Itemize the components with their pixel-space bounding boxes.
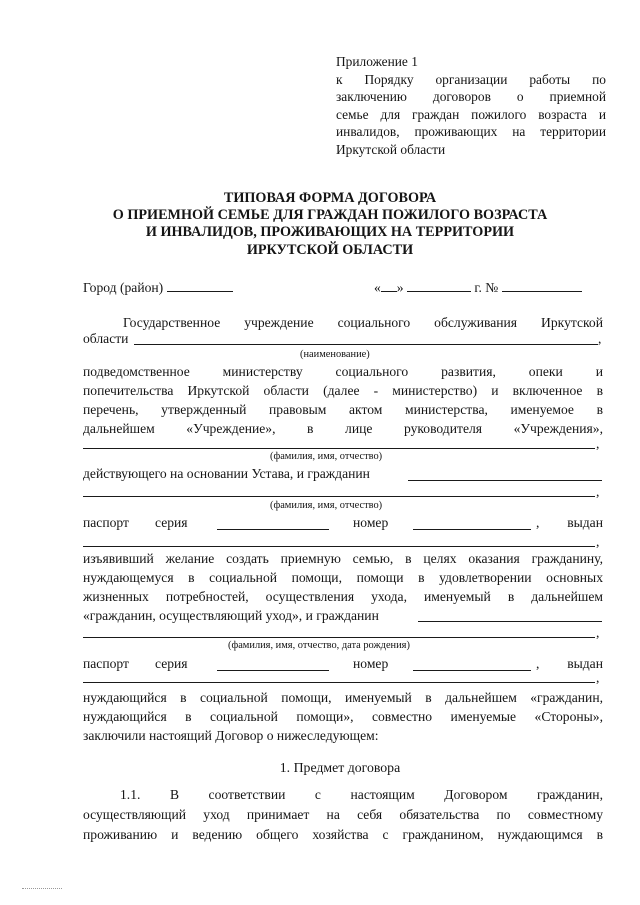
caregiver-name-blank-2[interactable]	[83, 496, 595, 497]
p2-line3: жизненных потребностей, осуществления ухода, именуемый в дальнейшем	[83, 589, 603, 604]
p1-line1: Государственное учреждение социального обслуживания Иркутской	[123, 315, 603, 330]
p1-line5: перечень, утвержденный правовым актом министерства, именуемое в	[83, 402, 603, 417]
passport-label: паспорт	[83, 515, 129, 530]
p2-line1: изъявивший желание создать приемную семью, в целях оказания гражданину,	[83, 551, 603, 566]
p3-line1: нуждающийся в социальной помощи, именуемый в дальнейшем «гражданин,	[83, 690, 603, 705]
series-blank[interactable]	[217, 517, 329, 530]
number-blank[interactable]	[413, 517, 531, 530]
caption-name: (наименование)	[300, 349, 370, 360]
passport-label: паспорт	[83, 656, 129, 671]
title-line: О ПРИЕМНОЙ СЕМЬЕ ДЛЯ ГРАЖДАН ПОЖИЛОГО ВОЗРАСТА	[112, 207, 548, 224]
comma: ,	[596, 670, 600, 685]
city-label: Город (район)	[83, 280, 164, 295]
appendix-line: Иркутской области	[336, 141, 446, 157]
series-label: серия	[155, 515, 188, 530]
p1-line3: подведомственное министерству социального развития, опеки и	[83, 364, 603, 379]
year-number-label: г. №	[474, 280, 499, 295]
title-line: ТИПОВАЯ ФОРМА ДОГОВОРА	[223, 190, 437, 206]
caption-fio-3: (фамилия, имя, отчество, дата рождения)	[228, 640, 410, 651]
month-blank[interactable]	[407, 279, 471, 292]
issued-label: выдан	[567, 656, 603, 671]
director-name-blank[interactable]	[83, 448, 595, 449]
scan-artifact	[22, 888, 62, 889]
appendix-block	[336, 53, 606, 159]
issued-label: выдан	[567, 515, 603, 530]
section-heading: 1. Предмет договора	[279, 760, 401, 775]
p1-line2: области	[83, 331, 129, 346]
appendix-line: семье для граждан пожилого возраста и	[336, 106, 606, 122]
p1-line4: попечительства Иркутской области (далее - министерство) и включенное в	[83, 383, 603, 398]
comma: ,	[596, 436, 600, 451]
caregiver-name-blank[interactable]	[408, 480, 602, 481]
section-line: проживанию и ведению общего хозяйства с гражданином, нуждающимся в	[83, 827, 603, 842]
day-blank[interactable]	[381, 279, 397, 292]
appendix-line: Приложение 1	[336, 54, 418, 69]
p3-line3: заключили настоящий Договор о нижеследующем:	[83, 728, 379, 743]
comma: ,	[536, 515, 540, 530]
recipient-name-blank-2[interactable]	[83, 637, 595, 638]
appendix-line: заключению договоров о приемной	[336, 89, 606, 105]
p2-line2: нуждающемуся в социальной помощи, помощи в удовлетворении основных	[83, 570, 603, 585]
contract-number-blank[interactable]	[502, 279, 582, 292]
comma: ,	[596, 625, 600, 640]
section-line: осуществляющий уход принимает на себя обязательства по совместному	[83, 807, 603, 822]
title-line: ИРКУТСКОЙ ОБЛАСТИ	[246, 241, 414, 258]
p1-line7: действующего на основании Устава, и гражданин	[83, 466, 370, 481]
appendix-line: к Порядку организации работы по	[336, 71, 606, 87]
section-line: 1.1. В соответствии с настоящим Договором гражданин,	[120, 787, 603, 802]
number-blank[interactable]	[413, 658, 531, 671]
number-label: номер	[353, 515, 389, 530]
p3-line2: нуждающийся в социальной помощи», совместно именуемые «Стороны»,	[83, 709, 603, 724]
city-blank[interactable]	[167, 279, 233, 292]
caption-fio-2: (фамилия, имя, отчество)	[270, 500, 383, 511]
appendix-line: инвалидов, проживающих на территории	[336, 124, 606, 140]
document-title	[60, 190, 600, 259]
org-name-blank[interactable]	[134, 344, 598, 345]
recipient-name-blank[interactable]	[418, 621, 602, 622]
caption-fio-1: (фамилия, имя, отчество)	[270, 451, 383, 462]
series-label: серия	[155, 656, 188, 671]
p1-line6: дальнейшем «Учреждение», в лице руководителя «Учреждения»,	[83, 421, 603, 436]
text-line	[123, 315, 603, 331]
comma: ,	[596, 534, 600, 549]
date-number-row	[374, 279, 614, 296]
title-line: И ИНВАЛИДОВ, ПРОЖИВАЮЩИХ НА ТЕРРИТОРИИ	[145, 224, 515, 241]
issued-by-blank[interactable]	[83, 546, 595, 547]
comma: ,	[536, 656, 540, 671]
comma: ,	[596, 484, 600, 499]
number-label: номер	[353, 656, 389, 671]
quote-close: »	[396, 280, 404, 295]
p2-line4: «гражданин, осуществляющий уход», и гражданин	[83, 608, 379, 623]
issued-by-blank-2[interactable]	[83, 682, 595, 683]
quote-open: «	[374, 280, 381, 295]
series-blank[interactable]	[217, 658, 329, 671]
comma: ,	[598, 331, 602, 346]
